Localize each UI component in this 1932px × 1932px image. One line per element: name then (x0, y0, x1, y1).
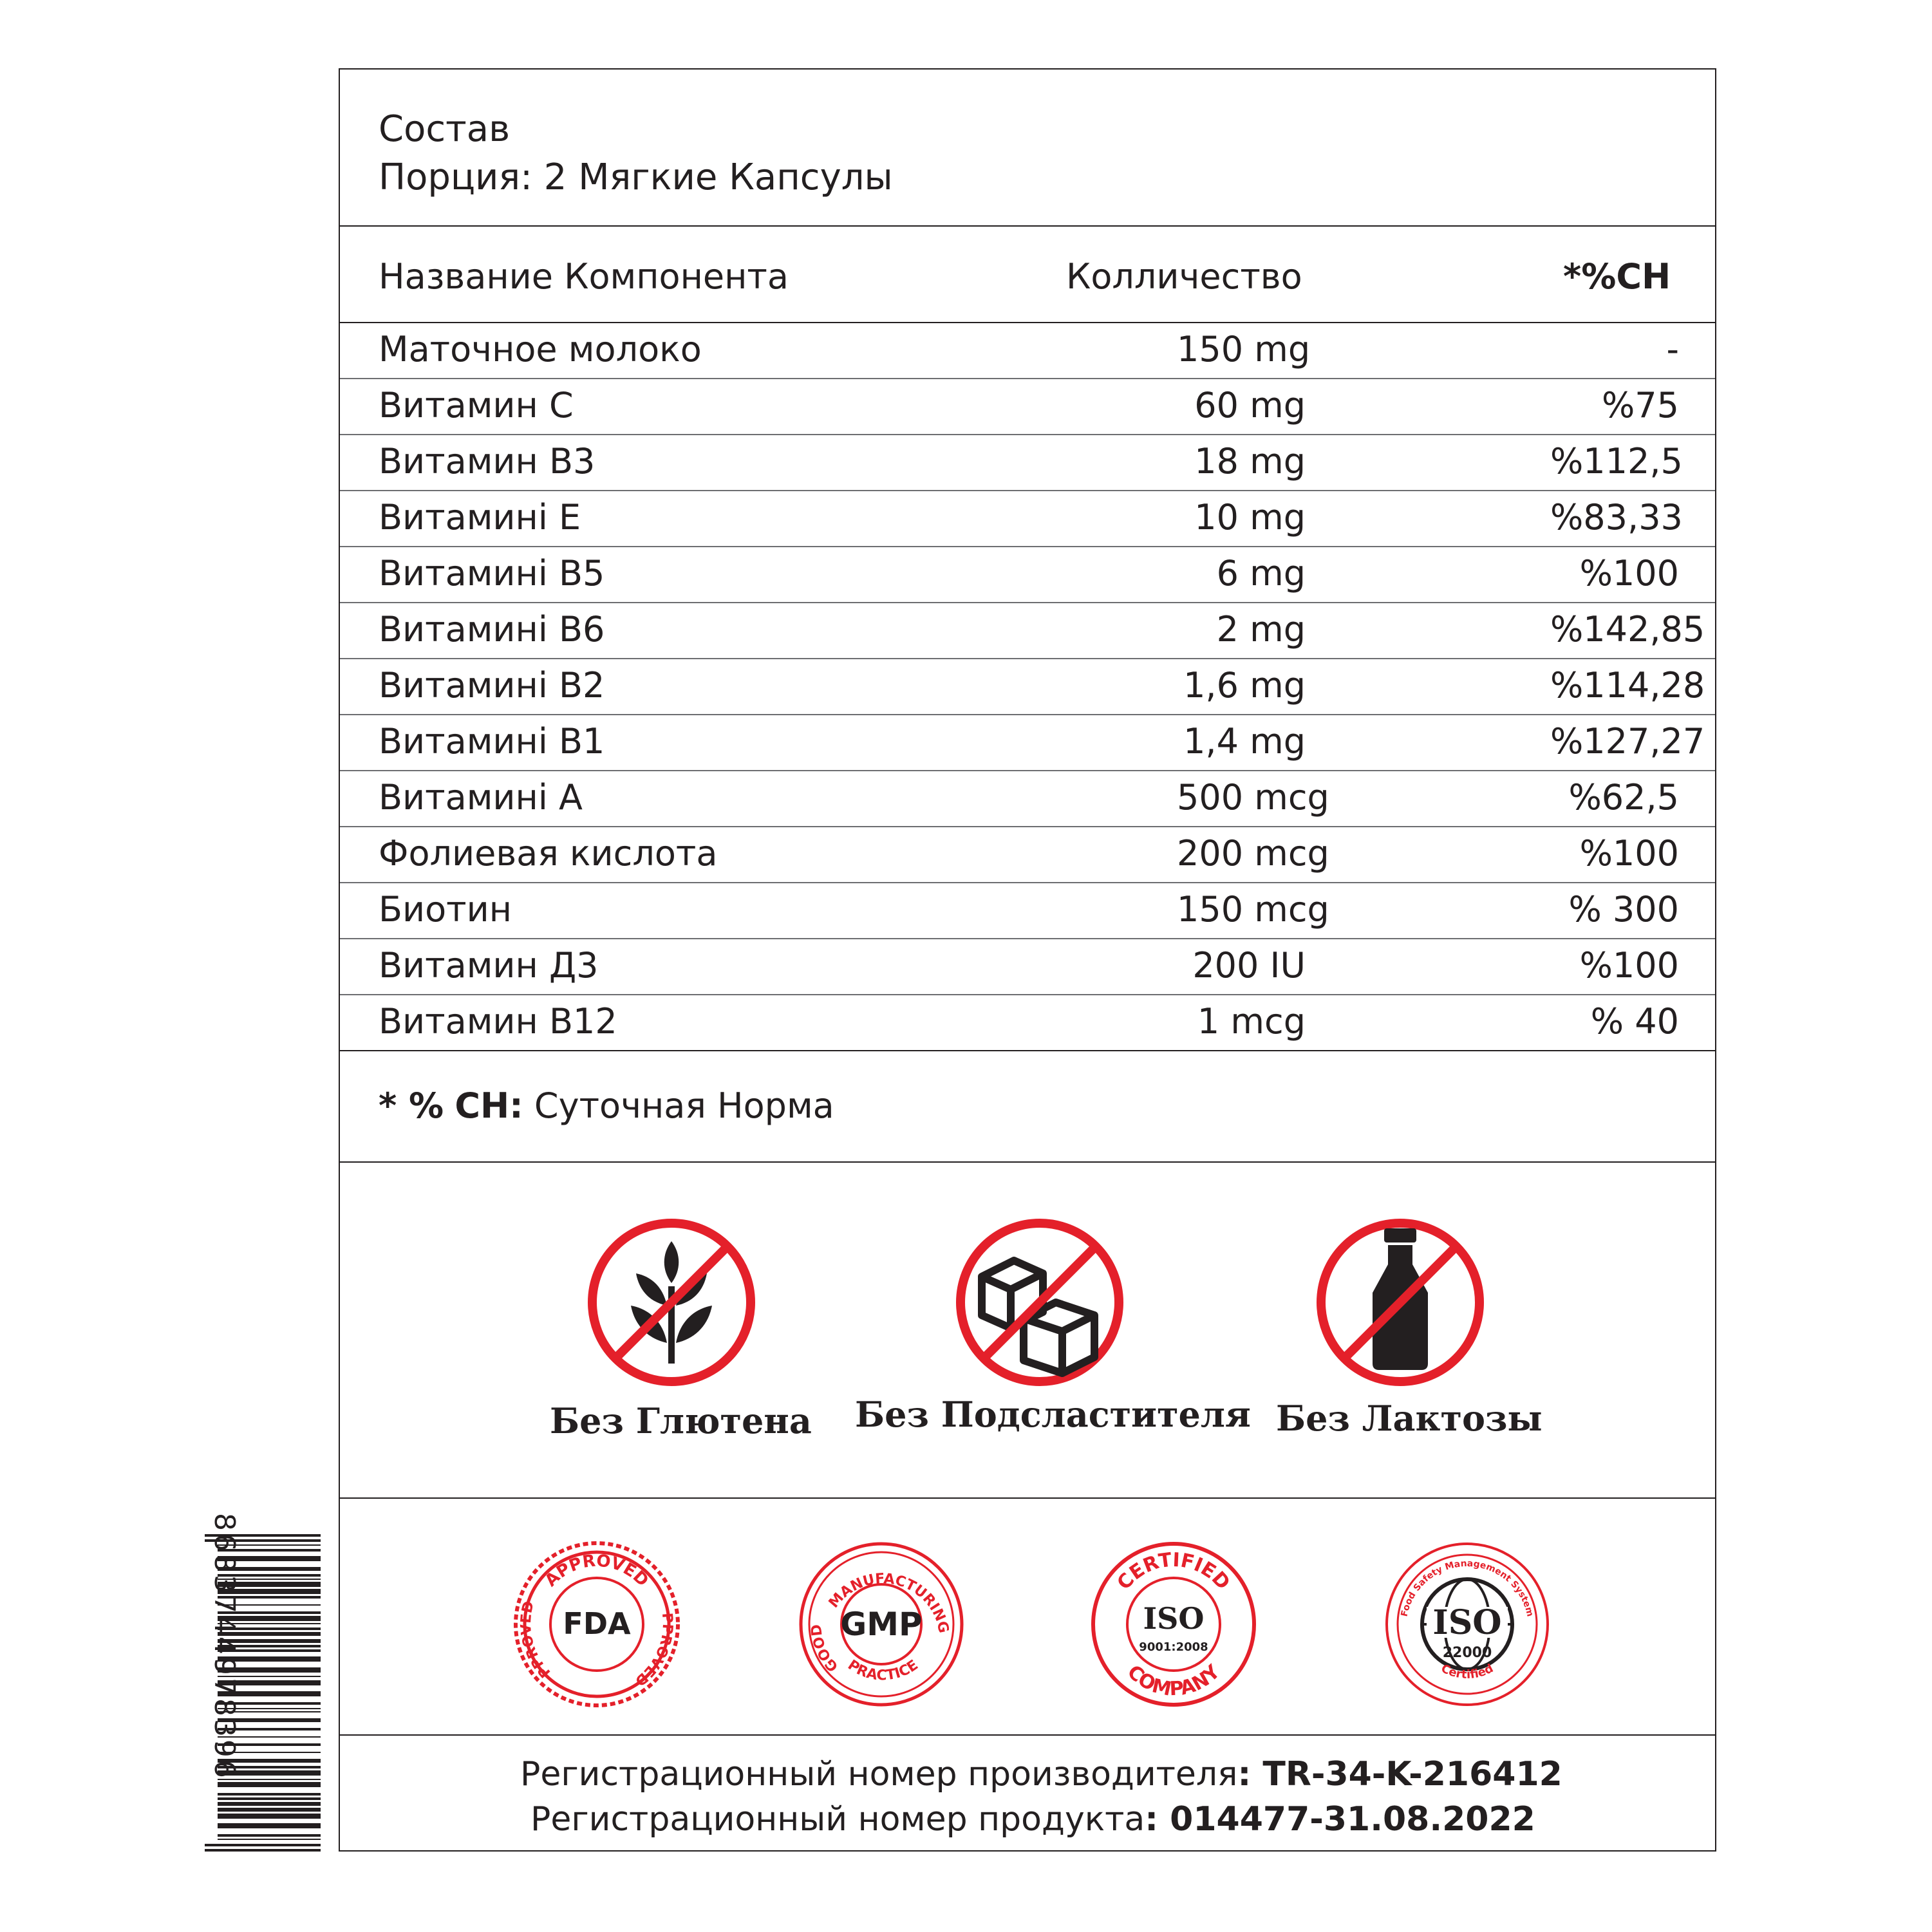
ingredient-daily-value: %62,5 (1568, 777, 1679, 818)
ingredient-daily-value: %114,28 (1550, 665, 1705, 706)
row-divider (340, 826, 1715, 827)
gmp-center-text: GMP (840, 1606, 923, 1643)
ingredient-daily-value: %100 (1579, 945, 1679, 986)
iso9001-arc-top: CERTIFIED (1112, 1548, 1235, 1595)
row-divider (340, 546, 1715, 547)
ingredient-daily-value: %112,5 (1550, 441, 1683, 482)
column-header-name: Название Компонента (379, 256, 789, 297)
barcode-bar (218, 1808, 321, 1812)
fda-arc-left: PPROVED (518, 1599, 554, 1681)
ingredient-amount: 1,4 mg (1183, 721, 1306, 762)
ingredient-amount: 2 mg (1216, 609, 1306, 650)
fda-arc-right: PPROVED (632, 1612, 676, 1689)
barcode-bar (218, 1793, 321, 1796)
ingredient-amount: 10 mg (1194, 497, 1306, 538)
barcode-bar (218, 1814, 321, 1819)
badges-divider (340, 1734, 1715, 1736)
barcode-bar (218, 1834, 321, 1837)
barcode-bar (218, 1797, 321, 1800)
ingredient-name: Витамині B2 (379, 665, 605, 706)
barcode-digits-text: 8683744978396 (208, 1513, 241, 1781)
manufacturer-registration-label: Регистрационный номер производителя (520, 1755, 1238, 1794)
row-divider (340, 602, 1715, 603)
iso9001-sub-text: 9001:2008 (1139, 1640, 1208, 1654)
manufacturer-registration-value: : TR-34-K-216412 (1237, 1755, 1562, 1794)
ingredient-name: Витамині A (379, 777, 583, 818)
iso22000-arc-bottom: Certified (1438, 1662, 1496, 1682)
free-from-sweetener-label: Без Подсластителя (855, 1394, 1251, 1435)
icons-divider (340, 1497, 1715, 1499)
row-divider (340, 714, 1715, 715)
column-header-amount: Колличество (1066, 256, 1302, 297)
footnote-abbr: СН: (455, 1085, 523, 1126)
no-wheat-icon (585, 1215, 758, 1392)
barcode-bar (218, 1782, 321, 1787)
table-bottom-divider (340, 1050, 1715, 1051)
ingredient-daily-value: - (1666, 329, 1679, 370)
ingredient-amount: 500 mcg (1177, 777, 1329, 818)
ingredient-name: Витамині B5 (379, 553, 605, 594)
iso-22000-badge (1380, 1537, 1554, 1714)
ingredient-amount: 200 IU (1192, 945, 1306, 986)
free-from-gluten-label: Без Глютена (550, 1400, 812, 1441)
row-divider (340, 770, 1715, 771)
fda-arc-top: APPROVED (541, 1551, 653, 1591)
no-sugar-cubes-icon (953, 1215, 1127, 1392)
svg-text:Certified (1439, 1662, 1496, 1682)
row-divider (340, 994, 1715, 995)
ingredient-name: Витамин B12 (379, 1001, 617, 1042)
header-divider (340, 225, 1715, 227)
footnote-text: Суточная Норма (534, 1085, 834, 1126)
ingredient-name: Маточное молоко (379, 329, 702, 370)
ingredient-amount: 60 mg (1194, 385, 1306, 426)
row-divider (340, 882, 1715, 883)
ingredient-name: Витамин Д3 (379, 945, 599, 986)
ingredient-daily-value: %127,27 (1550, 721, 1705, 762)
ingredient-daily-value: % 40 (1590, 1001, 1679, 1042)
footnote (379, 1085, 834, 1126)
ingredient-name: Фолиевая кислота (379, 833, 718, 874)
panel-title: Состав (379, 108, 511, 150)
iso22000-arc-top: Food Safety Management System (1399, 1558, 1535, 1618)
no-milk-bottle-icon (1313, 1215, 1487, 1392)
barcode-digits (187, 1506, 241, 1867)
ingredient-amount: 150 mcg (1177, 889, 1329, 930)
ingredient-amount: 1,6 mg (1183, 665, 1306, 706)
row-divider (340, 434, 1715, 435)
ingredient-name: Витамині E (379, 497, 581, 538)
ingredient-daily-value: % 300 (1568, 889, 1679, 930)
iso22000-sub-text: 22000 (1442, 1645, 1492, 1661)
row-divider (340, 490, 1715, 491)
barcode-bar (218, 1823, 321, 1828)
gmp-badge (794, 1537, 968, 1714)
gmp-arc-bottom: PRACTICE (845, 1656, 921, 1684)
row-divider (340, 378, 1715, 379)
footnote-symbol: * % (379, 1085, 444, 1126)
ingredient-name: Биотин (379, 889, 512, 930)
row-divider (340, 658, 1715, 659)
ingredient-name: Витамин B3 (379, 441, 596, 482)
ingredient-daily-value: %100 (1579, 833, 1679, 874)
ingredient-name: Витамин C (379, 385, 574, 426)
ingredient-amount: 18 mg (1194, 441, 1306, 482)
svg-text:PRACTICE (845, 1657, 921, 1684)
ingredient-daily-value: %75 (1601, 385, 1679, 426)
iso22000-center-text: ISO (1432, 1603, 1502, 1642)
ingredient-daily-value: %83,33 (1550, 497, 1683, 538)
product-registration-label: Регистрационный номер продукта (530, 1800, 1145, 1839)
ingredient-amount: 150 mg (1177, 329, 1311, 370)
ingredient-name: Витамині B6 (379, 609, 605, 650)
ingredient-amount: 6 mg (1216, 553, 1306, 594)
column-header-dv: *%СН (1563, 256, 1671, 297)
product-registration (530, 1800, 1535, 1839)
iso9001-arc-bottom: COMPANY (1122, 1660, 1225, 1701)
supplement-facts-panel (339, 68, 1716, 1852)
ingredient-amount: 1 mcg (1197, 1001, 1306, 1042)
barcode-bar (218, 1839, 321, 1840)
ingredient-daily-value: %100 (1579, 553, 1679, 594)
iso-9001-badge (1087, 1537, 1261, 1714)
ingredient-amount: 200 mcg (1177, 833, 1329, 874)
free-from-lactose-label: Без Лактозы (1276, 1398, 1543, 1439)
ingredient-name: Витамині B1 (379, 721, 605, 762)
fda-approved-badge (510, 1537, 684, 1714)
svg-text:APPROVED (541, 1551, 652, 1590)
serving-size: Порция: 2 Мягкие Капсулы (379, 156, 893, 198)
ingredient-daily-value: %142,85 (1550, 609, 1705, 650)
gmp-arc-top: MANUFACTURING (825, 1571, 952, 1635)
table-header-divider (340, 322, 1715, 323)
fda-center-text: FDA (563, 1606, 631, 1641)
product-registration-value: : 014477-31.08.2022 (1145, 1800, 1535, 1839)
footnote-divider (340, 1161, 1715, 1163)
row-divider (340, 938, 1715, 939)
manufacturer-registration (520, 1755, 1562, 1794)
iso9001-center-text: ISO (1143, 1601, 1205, 1636)
gmp-arc-left: GOOD (808, 1623, 842, 1675)
barcode-bar (218, 1802, 321, 1806)
